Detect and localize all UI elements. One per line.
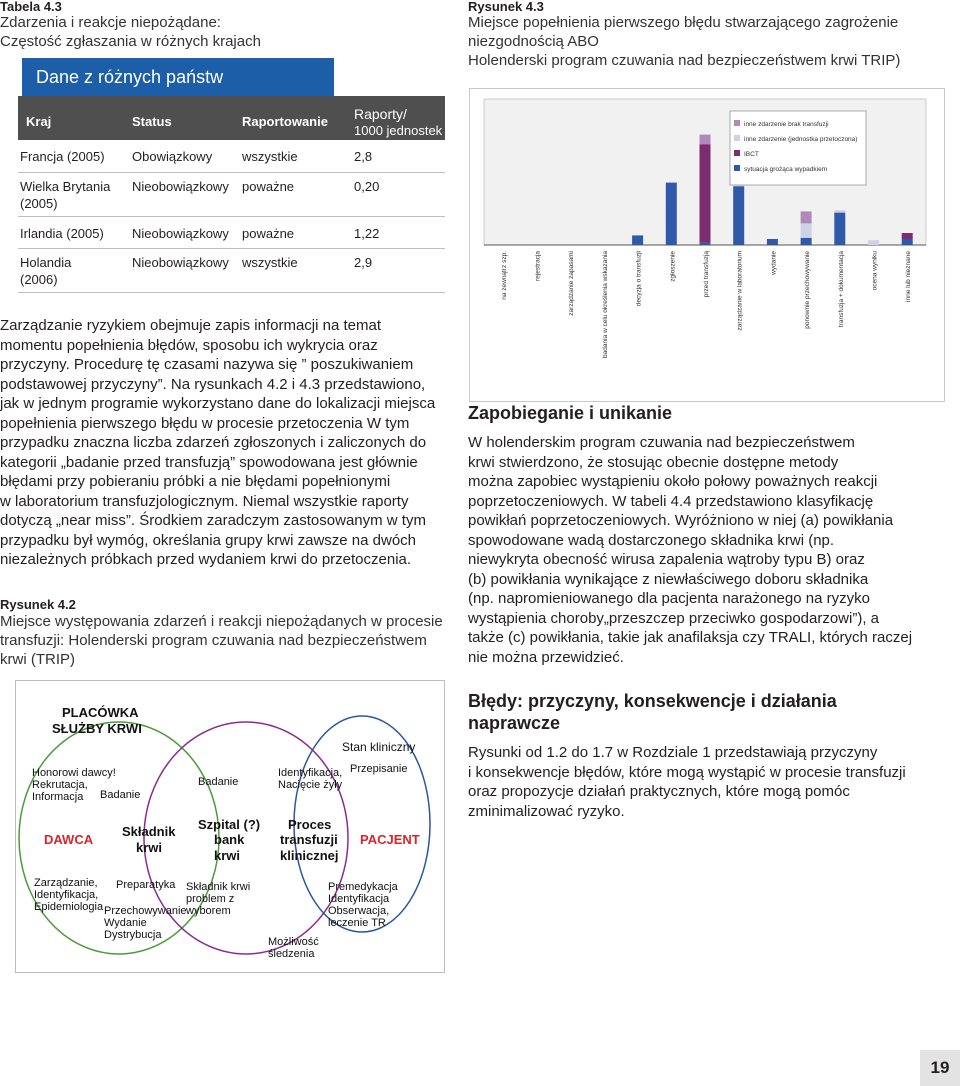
cell-status: Nieobowiązkowy (132, 226, 229, 241)
label-stan-kliniczny: Stan kliniczny (342, 740, 416, 754)
label-epidemiologia: Epidemiologia (34, 901, 104, 913)
errors-paragraph: Rysunki od 1.2 do 1.7 w Rozdziale 1 przedstawiają przyczyny i konsekwencje błędów, które mogą wystąpić w procesie transfuzji oraz propozycje działań praktycznych, które mogą pomóc zminimalizować ryzyko. (468, 744, 906, 820)
chart-canvas (470, 89, 944, 401)
figure-3-title: Miejsce popełnienia pierwszego błędu stwarzającego zagrożenie niezgodnością ABO Holenderski program czuwania nad bezpieczeństwem krwi TRIP) (468, 14, 901, 69)
bar-sytuacja-gro-ca-wypadkiem-5 (666, 183, 677, 245)
label-obserwacja: Obserwacja, (328, 905, 390, 917)
figure-2-label: Rysunek 4.2 (0, 597, 76, 612)
label-klinicznej: klinicznej (280, 848, 339, 863)
bar-sytuacja-gro-ca-wypadkiem-7 (733, 186, 744, 245)
chart-legend (730, 111, 866, 185)
bar-sytuacja-gro-ca-wypadkiem-4 (632, 235, 643, 245)
header-status: Status (132, 114, 172, 129)
legend-swatch (734, 120, 740, 126)
label-szpital: Szpital (?) (198, 817, 261, 832)
bar-inne-zdarzenie-jednostka-przetoczona--10 (834, 210, 845, 212)
label-przepisanie: Przepisanie (350, 763, 408, 775)
cell-kraj: Wielka Brytania (20, 179, 111, 194)
label-zarzadzanie: Zarządzanie, (34, 877, 98, 889)
label-dawca: DAWCA (44, 832, 94, 847)
label-leczenie-tr: leczenie TR (328, 917, 386, 929)
bar-inne-zdarzenie-brak-transfuzji-6 (700, 135, 711, 145)
table-row (18, 248, 445, 293)
legend-swatch (734, 165, 740, 171)
bar-sytuacja-gro-ca-wypadkiem-8 (767, 239, 778, 245)
x-tick-label: przed transfuzją (703, 251, 710, 298)
label-wydanie: Wydanie (104, 917, 147, 929)
x-tick-label: ponownie przechowywanie (804, 251, 812, 329)
label-przechowywanie: Przechowywanie (104, 905, 187, 917)
figure-2-title: Miejsce występowania zdarzeń i reakcji niepożądanych w procesie transfuzji: Holenderski program czuwania nad bezpieczeństwem krwi (TRIP) (0, 613, 443, 668)
abo-error-chart (469, 88, 945, 402)
label-pacjent: PACJENT (360, 832, 420, 847)
cell-raporty: 2,8 (354, 149, 373, 164)
x-tick-labels (501, 251, 912, 358)
cell-raporty: 0,20 (354, 179, 380, 194)
table-title-line-2: Częstość zgłaszania w różnych krajach (0, 33, 261, 50)
heading-bledy-2: naprawcze (468, 713, 561, 733)
bar-inne-zdarzenie-jednostka-przetoczona--11 (868, 240, 879, 245)
cell-raporty: 2,9 (354, 255, 373, 270)
legend-swatch (734, 135, 740, 141)
cell-kraj: Francja (2005) (20, 149, 105, 164)
table-header (18, 96, 445, 140)
cell-raportowanie: wszystkie (242, 149, 298, 164)
label-dystrybucja: Dystrybucja (104, 929, 162, 941)
bar-ibct-12 (902, 233, 913, 239)
bar-sytuacja-gro-ca-wypadkiem-12 (902, 239, 913, 245)
label-skladnik-problem: Składnik krwi (186, 881, 251, 893)
bar-inne-zdarzenie-jednostka-przetoczona--9 (801, 223, 812, 237)
header-per-1000: 1000 jednostek (354, 123, 443, 138)
x-tick-label: ocena wyniku (871, 251, 879, 291)
cell-raportowanie: poważne (242, 179, 295, 194)
label-naciecie: Nacięcie żyły (278, 779, 343, 791)
label-placowka: PLACÓWKA (62, 705, 139, 720)
label-sledzenia: śledzenia (268, 948, 315, 960)
legend-label: inne zdarzenie brak transfuzji (744, 121, 829, 128)
cell-status: Obowiązkowy (132, 149, 213, 164)
label-informacja: Informacja (32, 791, 84, 803)
table-row (18, 140, 445, 173)
page-number: 19 (920, 1050, 960, 1086)
x-tick-label: zgłoszenie (669, 251, 677, 282)
x-tick-label: rejestracja (534, 251, 542, 281)
cell-kraj: Holandia (20, 255, 72, 270)
x-tick-label: inne lub nieznane (905, 251, 913, 302)
x-tick-label: wydanie (770, 251, 778, 275)
header-raportowanie: Raportowanie (242, 114, 328, 129)
table-row (18, 172, 445, 217)
bar-sytuacja-gro-ca-wypadkiem-6 (700, 243, 711, 245)
bar-inne-zdarzenie-brak-transfuzji-9 (801, 211, 812, 223)
table-title-line-1: Zdarzenia i reakcje niepożądane: (0, 14, 221, 31)
label-krwi: krwi (136, 840, 163, 855)
cell-raporty: 1,22 (354, 226, 380, 241)
x-tick-label: decyzja o transfuzji (635, 251, 643, 307)
label-transfuzji: transfuzji (280, 832, 338, 847)
header-kraj: Kraj (26, 114, 52, 129)
figure-3-label: Rysunek 4.3 (468, 0, 544, 14)
venn-diagram (15, 680, 445, 973)
bar-ibct-6 (700, 144, 711, 242)
risk-management-paragraph: Zarządzanie ryzykiem obejmuje zapis informacji na temat momentu popełnienia błędów, sposobu ich wykrycia oraz przyczyny. Procedurę tę czasami nazywa się ” poszukiwaniem podstawowej przyczyny”. Na rysunkach 4.2 i 4.3 przedstawiono, jak w jednym programie wykorzystano dane do lokalizacji miejsca popełnienia pierwszego błędu w procesie przetoczenia W tym przypadku znaczna liczba zdarzeń zgłoszonych i zaliczonych do kategorii „badanie przed transfuzją” spowodowana jest głównie błędami przy pobieraniu próbki a nie błędami popełnionymi w laboratorium transfuzjologicznym. Niemal wszystkie raporty dotyczą „near miss”. Środkiem zaradczym zastosowanym w tym przypadku był wymóg, określania grupy krwi zawsze na dwóch niezależnych próbkach przed wydaniem krwi do przetoczenia. (0, 317, 436, 568)
label-proces: Proces (288, 817, 332, 832)
table-label: Tabela 4.3 (0, 0, 62, 14)
bar-sytuacja-gro-ca-wypadkiem-10 (834, 213, 845, 245)
x-tick-label: badania w celu określenia wskazania (601, 251, 609, 358)
label-mozliwosc: Możliwość (268, 936, 319, 948)
header-raporty: Raporty/ (354, 106, 407, 122)
label-premedykacja: Premedykacja (328, 881, 398, 893)
cell-kraj: Irlandia (2005) (20, 226, 104, 241)
x-tick-label: zarządzanie zapasami (568, 251, 576, 316)
legend-label: inne zdarzenie (jednostka przetoczona) (744, 136, 858, 143)
table-row (18, 216, 445, 249)
label-problem-z: problem z (186, 893, 235, 905)
label-sluzby-krwi: SŁUŻBY KRWI (52, 721, 142, 736)
label-bank: bank (214, 832, 245, 847)
x-tick-label: transfuzja + dokumentacja (837, 251, 845, 328)
label-identyfikacja: Identyfikacja, (278, 767, 343, 779)
label-bank-krwi: krwi (214, 848, 241, 863)
label-wyborem: wyborem (186, 905, 231, 917)
label-badanie-2: Badanie (198, 776, 239, 788)
prevention-paragraph: W holenderskim program czuwania nad bezpieczeństwem krwi stwierdzono, że stosując obecnie dostępne metody można zapobiec wystąpieniu około połowy poważnych reakcji poprzetoczeniowych. W tabeli 4.4 przedstawiono klasyfikację powikłań poprzetoczeniowych. Wyróżniono w niej (a) powikłania spowodowane wadą dostarczonego składnika krwi (np. niewykryta obecność wirusa zapalenia wątroby typu B) oraz (b) powikłania wynikające z niewłaściwego doboru składnika (np. napromieniowanego dla pacjenta narażonego na ryzyko wystąpienia choroby„przeszczep przeciwko gospodarzowi”), a także (c) powikłania, takie jak anafilaksja czy TRALI, których raczej nie można przewidzieć. (468, 434, 913, 666)
label-honorowi: Honorowi dawcy! (32, 767, 116, 779)
cell-raportowanie: poważne (242, 226, 295, 241)
label-identyfikacja-3: Identyfikacja (328, 893, 390, 905)
bar-sytuacja-gro-ca-wypadkiem-9 (801, 238, 812, 245)
cell-status: Nieobowiązkowy (132, 179, 229, 194)
label-rekrutacja: Rekrutacja, (32, 779, 88, 791)
cell-kraj-year: (2005) (20, 196, 58, 211)
heading-zapobieganie: Zapobieganie i unikanie (468, 403, 673, 423)
label-identyfikacja-2: Identyfikacja, (34, 889, 99, 901)
x-tick-label: na zewnątrz szp. (500, 251, 508, 300)
heading-bledy-1: Błędy: przyczyny, konsekwencje i działania (468, 691, 837, 711)
x-tick-label: zarządzanie w laboratorium (736, 251, 744, 331)
legend-label: IBCT (744, 151, 759, 158)
cell-status: Nieobowiązkowy (132, 255, 229, 270)
label-skladnik: Składnik (122, 824, 176, 839)
label-preparatyka: Preparatyka (116, 879, 176, 891)
cell-kraj-year: (2006) (20, 272, 58, 287)
legend-label: sytuacja grożąca wypadkiem (744, 166, 828, 173)
label-badanie-1: Badanie (100, 789, 141, 801)
data-banner: Dane z różnych państw (22, 58, 334, 96)
legend-swatch (734, 150, 740, 156)
cell-raportowanie: wszystkie (242, 255, 298, 270)
